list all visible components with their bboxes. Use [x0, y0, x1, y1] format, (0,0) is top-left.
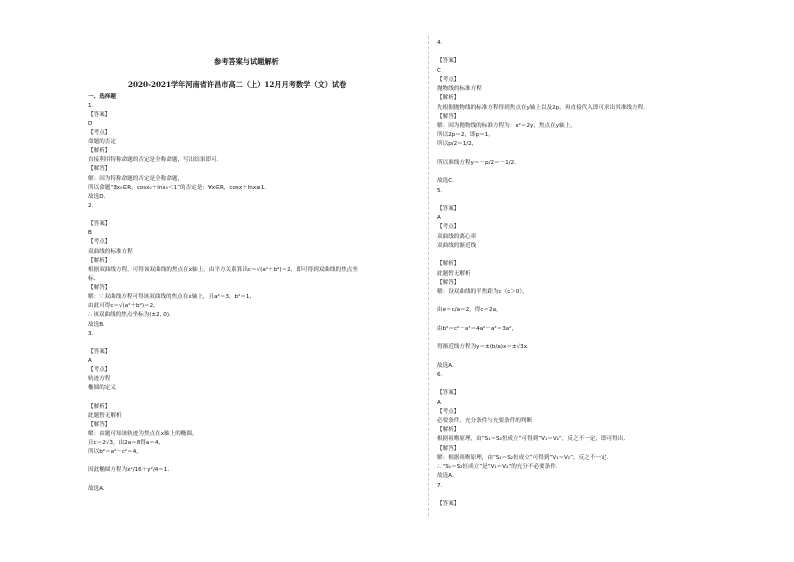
text-line: 3.	[88, 330, 94, 337]
text-line: 故选A．	[437, 473, 458, 480]
text-line: 【解答】	[437, 113, 460, 120]
text-line: 6.	[437, 371, 443, 378]
text-line: 【答案】	[88, 221, 111, 228]
text-line: 先根据抛物线的标准方程得到焦点在y轴上以及2p，再直接代入即可求出其准线方程．	[437, 104, 649, 111]
text-line: 因此椭圆方程为x²/16＋y²/4＝1．	[88, 467, 174, 474]
text-line: 解：∵ 双曲线方程可得该双曲线的焦点在x轴上，且a²＝3，b²＝1，	[88, 294, 256, 301]
text-line: D	[88, 120, 93, 127]
text-line: 根据祖暅原理，由“S₁＝S₂恒成立”可得到“V₁＝V₂”，反之不一定，即可得出．	[437, 436, 629, 443]
text-line: 所以2p＝2，即p＝1，	[437, 132, 494, 139]
text-line: 此题暂无解析	[437, 270, 471, 277]
text-line: 1.	[88, 102, 94, 109]
text-line: 【解析】	[437, 95, 460, 102]
text-line: 标．	[88, 275, 100, 282]
text-line: 【考点】	[88, 129, 111, 136]
text-line: 【考点】	[437, 408, 460, 415]
text-line: 【解析】	[437, 427, 460, 434]
text-line: 所以b²＝a²－c²＝4，	[88, 449, 142, 456]
text-line: A	[88, 357, 92, 364]
text-line: 得渐近线方程为y＝±(b/a)x＝±√3x．	[437, 344, 533, 351]
text-line: 所以p/2＝1/2，	[437, 141, 478, 148]
text-line: 【解答】	[88, 421, 111, 428]
text-line: 【解答】	[437, 445, 460, 452]
text-line: 【答案】	[437, 390, 460, 397]
text-line: 解：因为特称命题的否定是全称命题，	[88, 175, 184, 182]
text-line: ∴ “S₁＝S₂恒成立”是“V₁＝V₂”的充分不必要条件．	[437, 464, 562, 471]
text-line: 根据双曲线方程，可得该双曲线的焦点在x轴上，由平方关系算出c＝√(a²＋b²)＝2，即可得到双曲线的焦点坐	[88, 266, 358, 273]
text-line: 故选A．	[437, 362, 458, 369]
exam-title: 2020-2021学年河南省许昌市高二（上）12月月考数学（文）试卷	[128, 80, 347, 89]
text-line: 所以准线方程y＝－p/2＝－1/2．	[437, 159, 520, 166]
text-line: 【解答】	[88, 285, 111, 292]
text-line: 一、选择题	[88, 93, 116, 100]
text-line: 解：根据祖暅原理，由“S₁＝S₂恒成立”可得到“V₁＝V₂”，反之不一定．	[437, 454, 613, 461]
text-line: 解：因为抛物线的标准方程为：x²＝2y，焦点在y轴上，	[437, 122, 576, 129]
text-line: 【答案】	[437, 205, 460, 212]
text-line: 故选B．	[88, 321, 109, 328]
text-line: 【解析】	[88, 403, 111, 410]
text-line: 双曲线的离心率	[437, 233, 477, 240]
text-line: 【答案】	[88, 348, 111, 355]
text-line: 4.	[437, 40, 443, 46]
text-line: 【考点】	[437, 224, 460, 231]
text-line: 【考点】	[88, 239, 111, 246]
text-line: 【答案】	[437, 501, 460, 507]
text-line: 7.	[437, 482, 443, 489]
text-line: 由b²＝c²－a²＝4a²－a²＝3a²，	[437, 325, 518, 332]
text-line: 双曲线的标准方程	[88, 248, 133, 255]
text-line: C	[437, 67, 441, 74]
text-line: 【考点】	[437, 76, 460, 83]
text-line: 由e＝c/a＝2，得c＝2a，	[437, 307, 502, 314]
text-line: 【解析】	[88, 148, 111, 155]
text-line: A	[437, 215, 441, 222]
text-line: 椭圆的定义	[88, 385, 116, 392]
text-line: 5.	[437, 187, 443, 194]
text-line: 2.	[88, 202, 94, 209]
text-line: 必要条件、充分条件与充要条件的判断	[437, 418, 533, 425]
text-line: 命题的否定	[88, 139, 116, 146]
text-line: 【解析】	[437, 261, 460, 268]
text-line: A	[437, 399, 441, 406]
column-divider	[428, 36, 429, 516]
text-line: 【解答】	[437, 279, 460, 286]
text-line: 故选D．	[88, 193, 110, 200]
text-line: 轨迹方程	[88, 376, 111, 383]
text-line: 直接利用特称命题的否定是全称命题，写出结果即可．	[88, 157, 223, 164]
text-line: 故选C．	[437, 178, 458, 185]
text-line: 故选A．	[88, 485, 109, 492]
text-line: 且c＝2√3，由2a＝8得a＝4，	[88, 440, 165, 447]
text-line: 所以命题“∃x₀∈R，cosx₀＋lnx₀＜1”的否定是：∀x∈R，cosx＋lnx≥1．	[88, 184, 270, 191]
document-title: 参考答案与试题解析	[214, 57, 279, 66]
text-line: 解：设双曲线的半焦距为c（c＞0），	[437, 288, 528, 295]
text-line: 抛物线的标准方程	[437, 86, 482, 93]
text-line: 【答案】	[88, 111, 111, 118]
text-line: ∴ 该双曲线的焦点坐标为(±2, 0)．	[88, 312, 175, 319]
text-line: 【答案】	[437, 58, 460, 65]
text-line: 解：由题可知该轨迹为焦点在x轴上的椭圆，	[88, 430, 198, 437]
text-line: 【解答】	[88, 166, 111, 173]
text-line: B	[88, 230, 92, 237]
text-line: 此题暂无解析	[88, 412, 122, 419]
text-line: 由此可得c＝√(a²＋b²)＝2，	[88, 303, 159, 310]
text-line: 【解析】	[88, 257, 111, 264]
text-line: 【考点】	[88, 367, 111, 374]
text-line: 双曲线的渐近线	[437, 242, 477, 249]
